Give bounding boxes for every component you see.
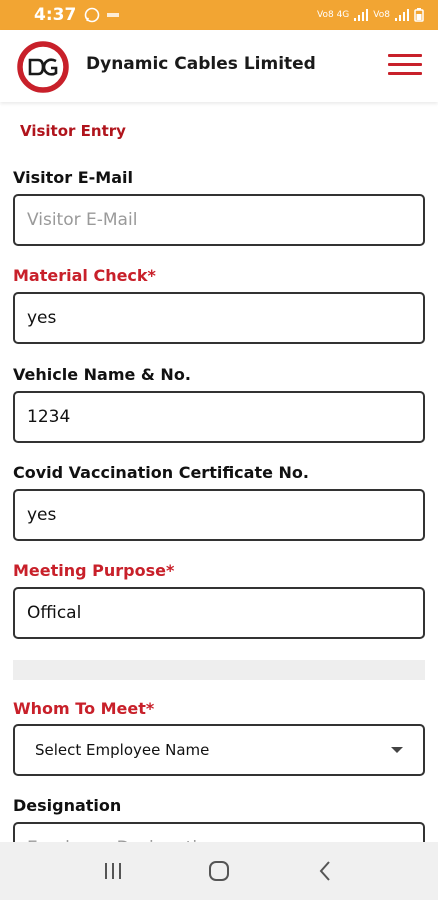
- battery-icon: [414, 8, 424, 22]
- meeting-purpose-input[interactable]: [13, 587, 425, 639]
- form-content: [0, 102, 438, 842]
- network-label-2: Vo8: [373, 10, 390, 20]
- notification-icon: [106, 10, 120, 20]
- company-name: Dynamic Cables Limited: [86, 54, 316, 74]
- divider-band: [13, 660, 425, 680]
- chevron-down-icon: [391, 747, 403, 753]
- network-label-1: Vo8 4G: [317, 10, 350, 20]
- whom-to-meet-label: Whom To Meet*: [13, 699, 155, 718]
- status-bar: [0, 0, 438, 30]
- employee-select-value: Select Employee Name: [35, 741, 210, 759]
- visitor-email-input[interactable]: [13, 194, 425, 246]
- section-title: Visitor Entry: [20, 122, 126, 140]
- nav-back-button[interactable]: [305, 851, 345, 891]
- company-logo: [16, 40, 70, 94]
- meeting-purpose-label: Meeting Purpose*: [13, 561, 175, 580]
- covid-certificate-input[interactable]: [13, 489, 425, 541]
- whatsapp-icon: [84, 7, 100, 23]
- nav-home-button[interactable]: [199, 851, 239, 891]
- recents-icon: [102, 862, 124, 880]
- signal-icon: [354, 9, 368, 21]
- designation-label: Designation: [13, 796, 122, 815]
- visitor-email-label: Visitor E-Mail: [13, 168, 133, 187]
- hamburger-icon: [388, 54, 422, 57]
- signal-icon-2: [395, 9, 409, 21]
- covid-certificate-label: Covid Vaccination Certificate No.: [13, 463, 309, 482]
- status-time: 4:37: [34, 5, 77, 25]
- back-icon: [318, 860, 332, 882]
- system-nav-bar: [0, 842, 438, 900]
- employee-select[interactable]: [13, 724, 425, 776]
- nav-recents-button[interactable]: [93, 851, 133, 891]
- app-header: [0, 30, 438, 102]
- material-check-input[interactable]: [13, 292, 425, 344]
- menu-button[interactable]: [388, 54, 422, 78]
- vehicle-label: Vehicle Name & No.: [13, 365, 191, 384]
- material-check-label: Material Check*: [13, 266, 156, 285]
- designation-input[interactable]: [13, 822, 425, 842]
- vehicle-input[interactable]: [13, 391, 425, 443]
- home-icon: [208, 860, 230, 882]
